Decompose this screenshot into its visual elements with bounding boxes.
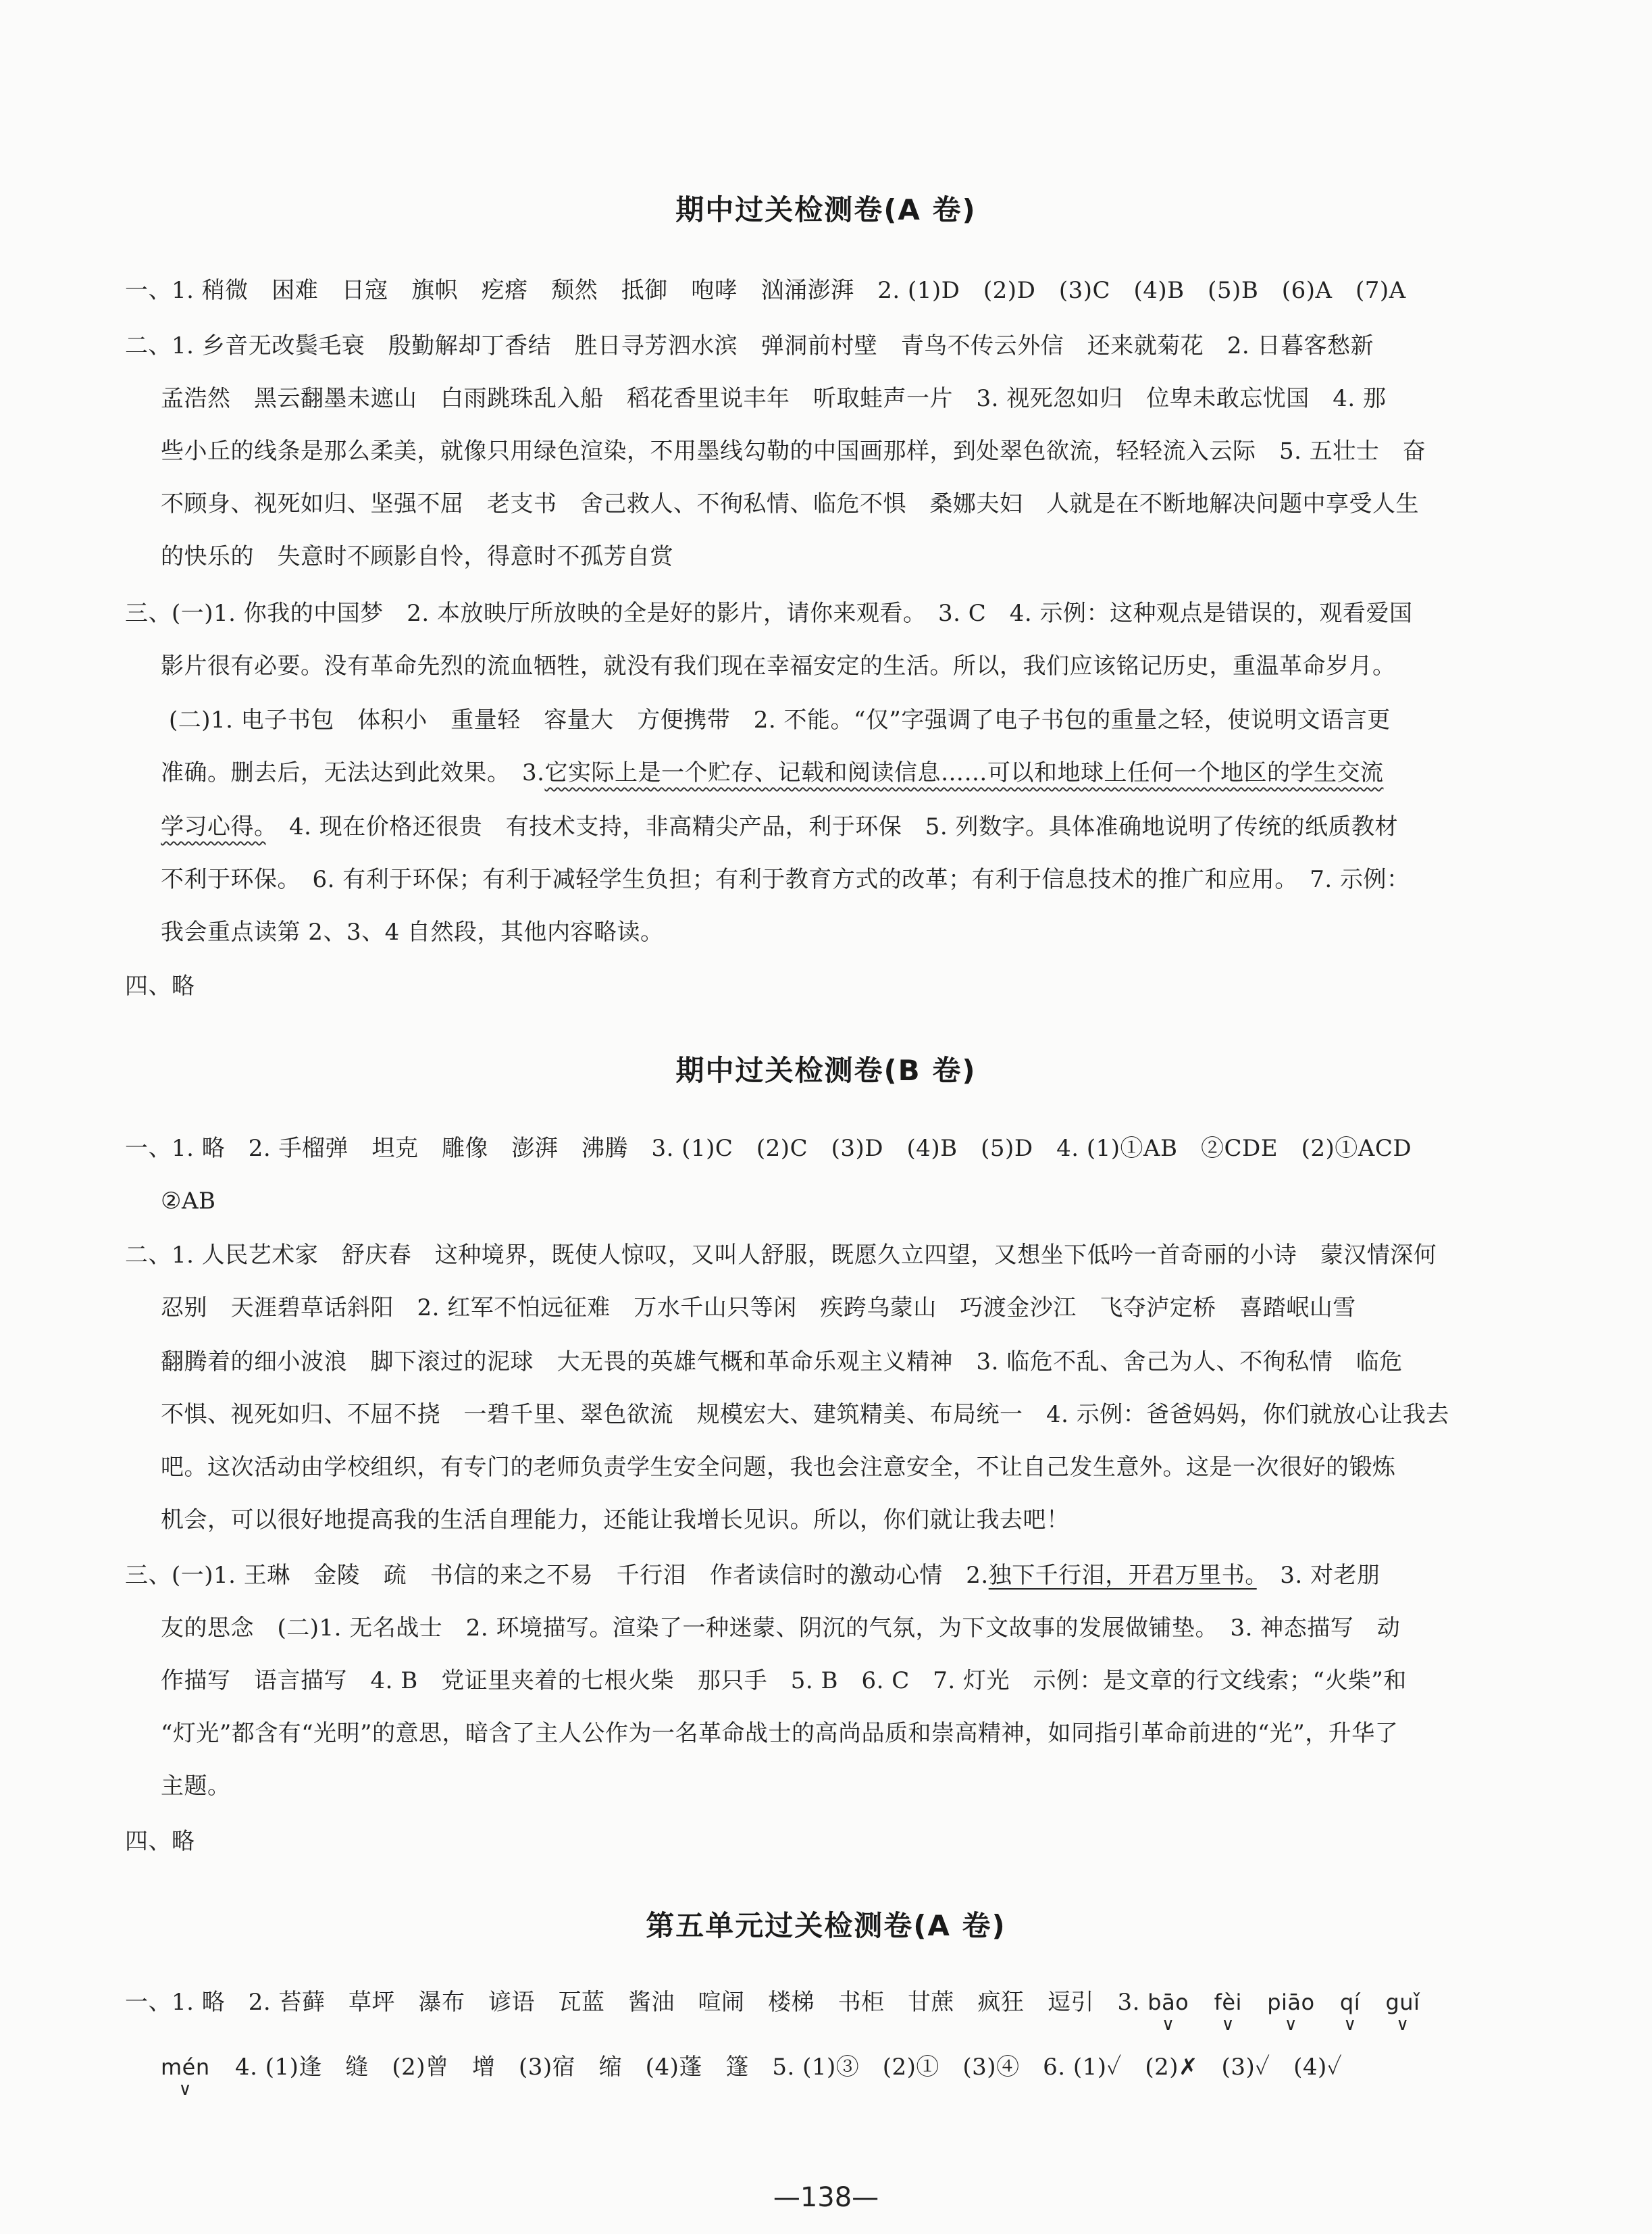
pinyin-answer: bāo ∨	[1147, 1989, 1189, 2035]
answer-line: 作描写 语言描写 4. B 党证里夹着的七根火柴 那只手 5. B 6. C 7. 灯光 示例：是文章的行文线索；“火柴”和	[161, 1667, 1407, 1694]
answer-line	[125, 1989, 1437, 2035]
answer-line: ②AB	[161, 1188, 216, 1215]
answer-text: 4. (1)逢 缝 (2)曾 增 (3)宿 缩 (4)蓬 篷 5. (1)③ (2)① (3)④ 6. (1)✓ (2)✗ (3)✓ (4)✓	[234, 2054, 1343, 2081]
page-number: —138—	[773, 2182, 879, 2213]
answer-line: 三、(一)1. 你我的中国梦 2. 本放映厅所放映的全是好的影片，请你来观看。 3. C 4. 示例：这种观点是错误的，观看爱国	[125, 600, 1413, 627]
answer-line: 不利于环保。 6. 有利于环保；有利于减轻学生负担；有利于教育方式的改革；有利于信息技术的推广和应用。 7. 示例：	[161, 866, 1410, 893]
answer-line: 翻腾着的细小波浪 脚下滚过的泥球 大无畏的英雄气概和革命乐观主义精神 3. 临危不乱、舍己为人、不徇私情 临危	[161, 1348, 1403, 1375]
check-mark-icon: ∨	[178, 2079, 192, 2100]
answer-line: 我会重点读第 2、3、4 自然段，其他内容略读。	[161, 919, 664, 946]
answer-line: 机会，可以很好地提高我的生活自理能力，还能让我增长见识。所以，你们就让我去吧！	[161, 1506, 1070, 1533]
answer-text: 三、(一)1. 王琳 金陵 疏 书信的来之不易 千行泪 作者读信时的激动心情 2.	[125, 1562, 989, 1589]
answer-line: 一、1. 略 2. 手榴弹 坦克 雕像 澎湃 沸腾 3. (1)C (2)C (3)D (4)B (5)D 4. (1)①AB ②CDE (2)①ACD	[125, 1135, 1412, 1162]
answer-line: 二、1. 乡音无改鬓毛衰 殷勤解却丁香结 胜日寻芳泗水滨 弹洞前村壁 青鸟不传云外信 还来就菊花 2. 日暮客愁新	[125, 332, 1374, 359]
answer-text: 3. 对老朋	[1280, 1562, 1380, 1589]
answer-line: 友的思念 (二)1. 无名战士 2. 环境描写。渲染了一种迷蒙、阴沉的气氛，为下文故事的发展做铺垫。 3. 神态描写 动	[161, 1615, 1401, 1642]
answer-text: 4. 现在价格还很贵 有技术支持，非高精尖产品，利于环保 5. 列数字。具体准确地说明了传统的纸质教材	[289, 813, 1398, 840]
section-title-unit5-a: 第五单元过关检测卷(A 卷)	[646, 1909, 1006, 1942]
answer-line: 影片很有必要。没有革命先烈的流血牺牲，就没有我们现在幸福安定的生活。所以，我们应该铭记历史，重温革命岁月。	[161, 653, 1396, 680]
answer-text: 准确。删去后，无法达到此效果。 3.	[161, 759, 545, 786]
wavy-underlined-answer: 学习心得。	[161, 813, 266, 840]
answer-text: 一、1. 略 2. 苔藓 草坪 瀑布 谚语 瓦蓝 酱油 喧闹 楼梯 书柜 甘蔗 疯狂 逗引 3.	[125, 1989, 1140, 2016]
answer-line: 四、略	[125, 1828, 195, 1855]
answer-line: 忍别 天涯碧草话斜阳 2. 红军不怕远征难 万水千山只等闲 疾跨乌蒙山 巧渡金沙江 飞夺泸定桥 喜踏岷山雪	[161, 1294, 1356, 1321]
answer-line	[161, 759, 1383, 786]
pinyin-answer: mén ∨	[161, 2054, 210, 2100]
pinyin-answer: fèi ∨	[1214, 1989, 1242, 2035]
answer-line: 主题。	[161, 1773, 231, 1800]
answer-line: (二)1. 电子书包 体积小 重量轻 容量大 方便携带 2. 不能。“仅”字强调了电子书包的重量之轻，使说明文语言更	[169, 707, 1391, 734]
answer-line: 吧。这次活动由学校组织，有专门的老师负责学生安全问题，我也会注意安全，不让自己发生意外。这是一次很好的锻炼	[161, 1454, 1396, 1481]
answer-line	[161, 813, 1398, 840]
answer-line: 的快乐的 失意时不顾影自怜，得意时不孤芳自赏	[161, 543, 673, 570]
check-mark-icon: ∨	[1343, 2014, 1357, 2035]
check-mark-icon: ∨	[1221, 2014, 1235, 2035]
pinyin-answer: piāo ∨	[1267, 1989, 1315, 2035]
pinyin-answer: guǐ ∨	[1385, 1989, 1420, 2035]
answer-line: 不顾身、视死如归、坚强不屈 老支书 舍己救人、不徇私情、临危不惧 桑娜夫妇 人就是在不断地解决问题中享受人生	[161, 490, 1419, 517]
answer-line: 些小丘的线条是那么柔美，就像只用绿色渲染，不用墨线勾勒的中国画那样，到处翠色欲流，轻轻流入云际 5. 五壮士 奋	[161, 438, 1426, 465]
wavy-underlined-answer: 它实际上是一个贮存、记载和阅读信息……可以和地球上任何一个地区的学生交流	[544, 759, 1384, 786]
check-mark-icon: ∨	[1161, 2014, 1175, 2035]
answer-line: 四、略	[125, 973, 195, 1000]
check-mark-icon: ∨	[1396, 2014, 1410, 2035]
answer-line: 一、1. 稍微 困难 日寇 旗帜 疙瘩 颓然 抵御 咆哮 汹涌澎湃 2. (1)D (2)D (3)C (4)B (5)B (6)A (7)A	[125, 277, 1406, 304]
section-title-midterm-b: 期中过关检测卷(B 卷)	[675, 1054, 977, 1087]
answer-line	[125, 1562, 1380, 1589]
underlined-answer: 独下千行泪，开君万里书。	[988, 1562, 1257, 1589]
pinyin-answer: qí ∨	[1339, 1989, 1361, 2035]
section-title-midterm-a: 期中过关检测卷(A 卷)	[675, 193, 977, 226]
answer-line: “灯光”都含有“光明”的意思，暗含了主人公作为一名革命战士的高尚品质和崇高精神，如同指引革命前进的“光”，升华了	[161, 1720, 1399, 1747]
answer-line: 孟浩然 黑云翻墨未遮山 白雨跳珠乱入船 稻花香里说丰年 听取蛙声一片 3. 视死忽如归 位卑未敢忘忧国 4. 那	[161, 385, 1387, 412]
check-mark-icon: ∨	[1284, 2014, 1298, 2035]
answer-line: 不惧、视死如归、不屈不挠 一碧千里、翠色欲流 规模宏大、建筑精美、布局统一 4. 示例：爸爸妈妈，你们就放心让我去	[161, 1401, 1449, 1428]
answer-line	[161, 2054, 1343, 2100]
answer-line: 二、1. 人民艺术家 舒庆春 这种境界，既使人惊叹，又叫人舒服，既愿久立四望，又想坐下低吟一首奇丽的小诗 蒙汉情深何	[125, 1242, 1437, 1269]
